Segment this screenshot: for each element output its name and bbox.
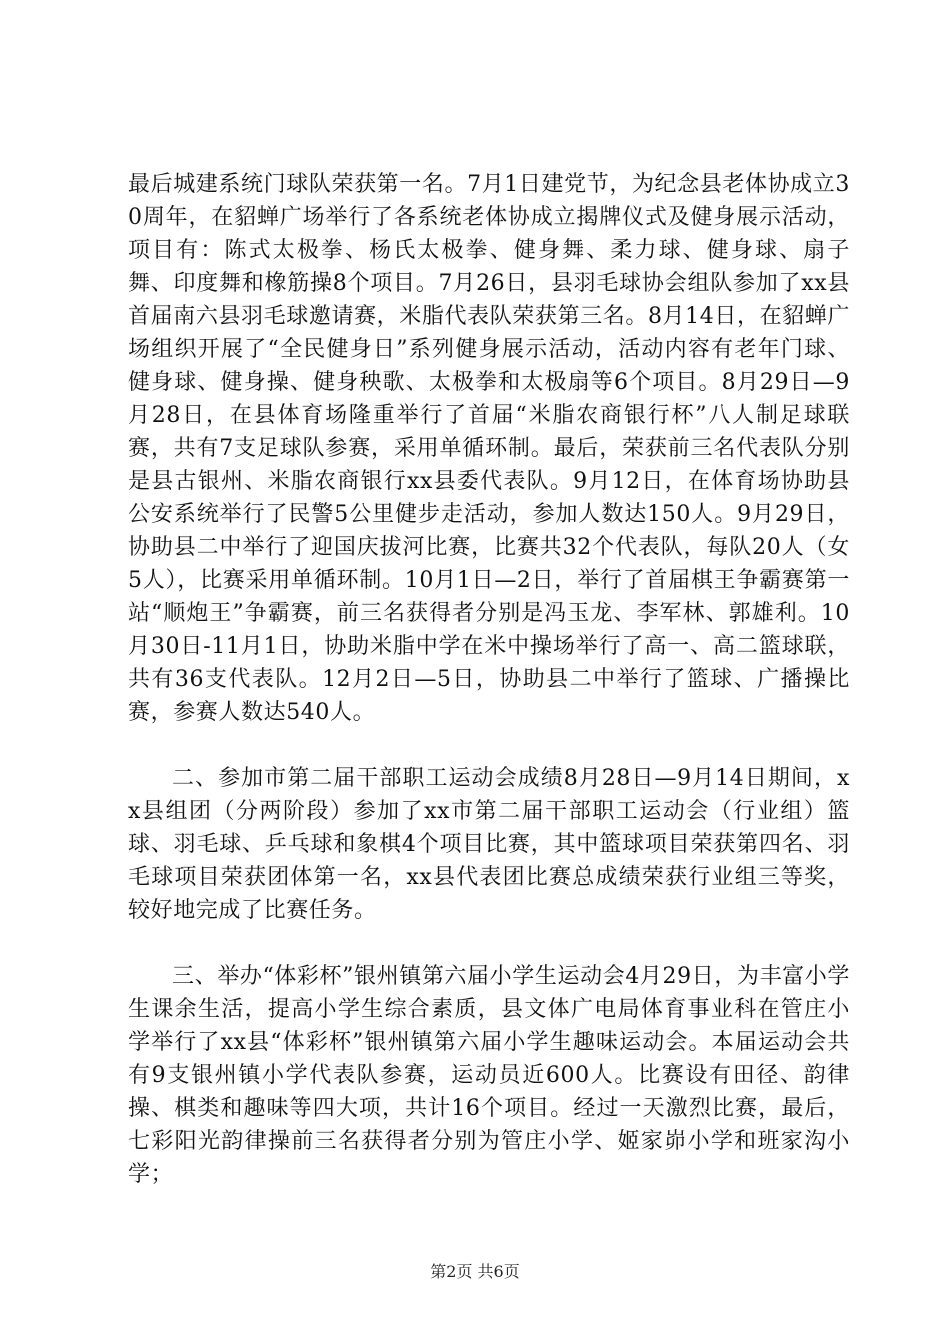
- paragraph-section-two: 二、参加市第二届干部职工运动会成绩8月28日—9月14日期间，xx县组团（分两阶段）参加了xx市第二届干部职工运动会（行业组）篮球、羽毛球、乒乓球和象棋4个项目比赛，其中篮球项目荣获第四名、羽毛球项目荣获团体第一名，xx县代表团比赛总成绩荣获行业组三等奖，较好地完成了比赛任务。: [128, 766, 850, 923]
- paragraph-section-three: 三、举办“体彩杯”银州镇第六届小学生运动会4月29日，为丰富小学生课余生活，提高小学生综合素质，县文体广电局体育事业科在管庄小学举行了xx县“体彩杯”银州镇第六届小学生趣味运动会。本届运动会共有9支银州镇小学代表队参赛，运动员近600人。比赛设有田径、韵律操、棋类和趣味等四大项，共计16个项目。经过一天激烈比赛，最后，七彩阳光韵律操前三名获得者分别为管庄小学、姬家峁小学和班家沟小学；: [128, 964, 850, 1187]
- page-number-footer: 第2页 共6页: [430, 1262, 520, 1281]
- paragraph-spacer: [128, 927, 850, 960]
- paragraph-spacer: [128, 729, 850, 762]
- document-body: [128, 168, 850, 1191]
- paragraph-continuation: 最后城建系统门球队荣获第一名。7月1日建党节，为纪念县老体协成立30周年，在貂蝉广场举行了各系统老体协成立揭牌仪式及健身展示活动，项目有：陈式太极拳、杨氏太极拳、健身舞、柔力球、健身球、扇子舞、印度舞和橡筋操8个项目。7月26日，县羽毛球协会组队参加了xx县首届南六县羽毛球邀请赛，米脂代表队荣获第三名。8月14日，在貂蝉广场组织开展了“全民健身日”系列健身展示活动，活动内容有老年门球、健身球、健身操、健身秧歌、太极拳和太极扇等6个项目。8月29日—9月28日，在县体育场隆重举行了首届“米脂农商银行杯”八人制足球联赛，共有7支足球队参赛，采用单循环制。最后，荣获前三名代表队分别是县古银州、米脂农商银行xx县委代表队。9月12日，在体育场协助县公安系统举行了民警5公里健步走活动，参加人数达150人。9月29日，协助县二中举行了迎国庆拔河比赛，比赛共32个代表队，每队20人（女5人），比赛采用单循环制。10月1日—2日，举行了首届棋王争霸赛第一站“顺炮王”争霸赛，前三名获得者分别是冯玉龙、李军林、郭雄利。10月30日-11月1日，协助米脂中学在米中操场举行了高一、高二篮球联，共有36支代表队。12月2日—5日，协助县二中举行了篮球、广播操比赛，参赛人数达540人。: [128, 172, 850, 725]
